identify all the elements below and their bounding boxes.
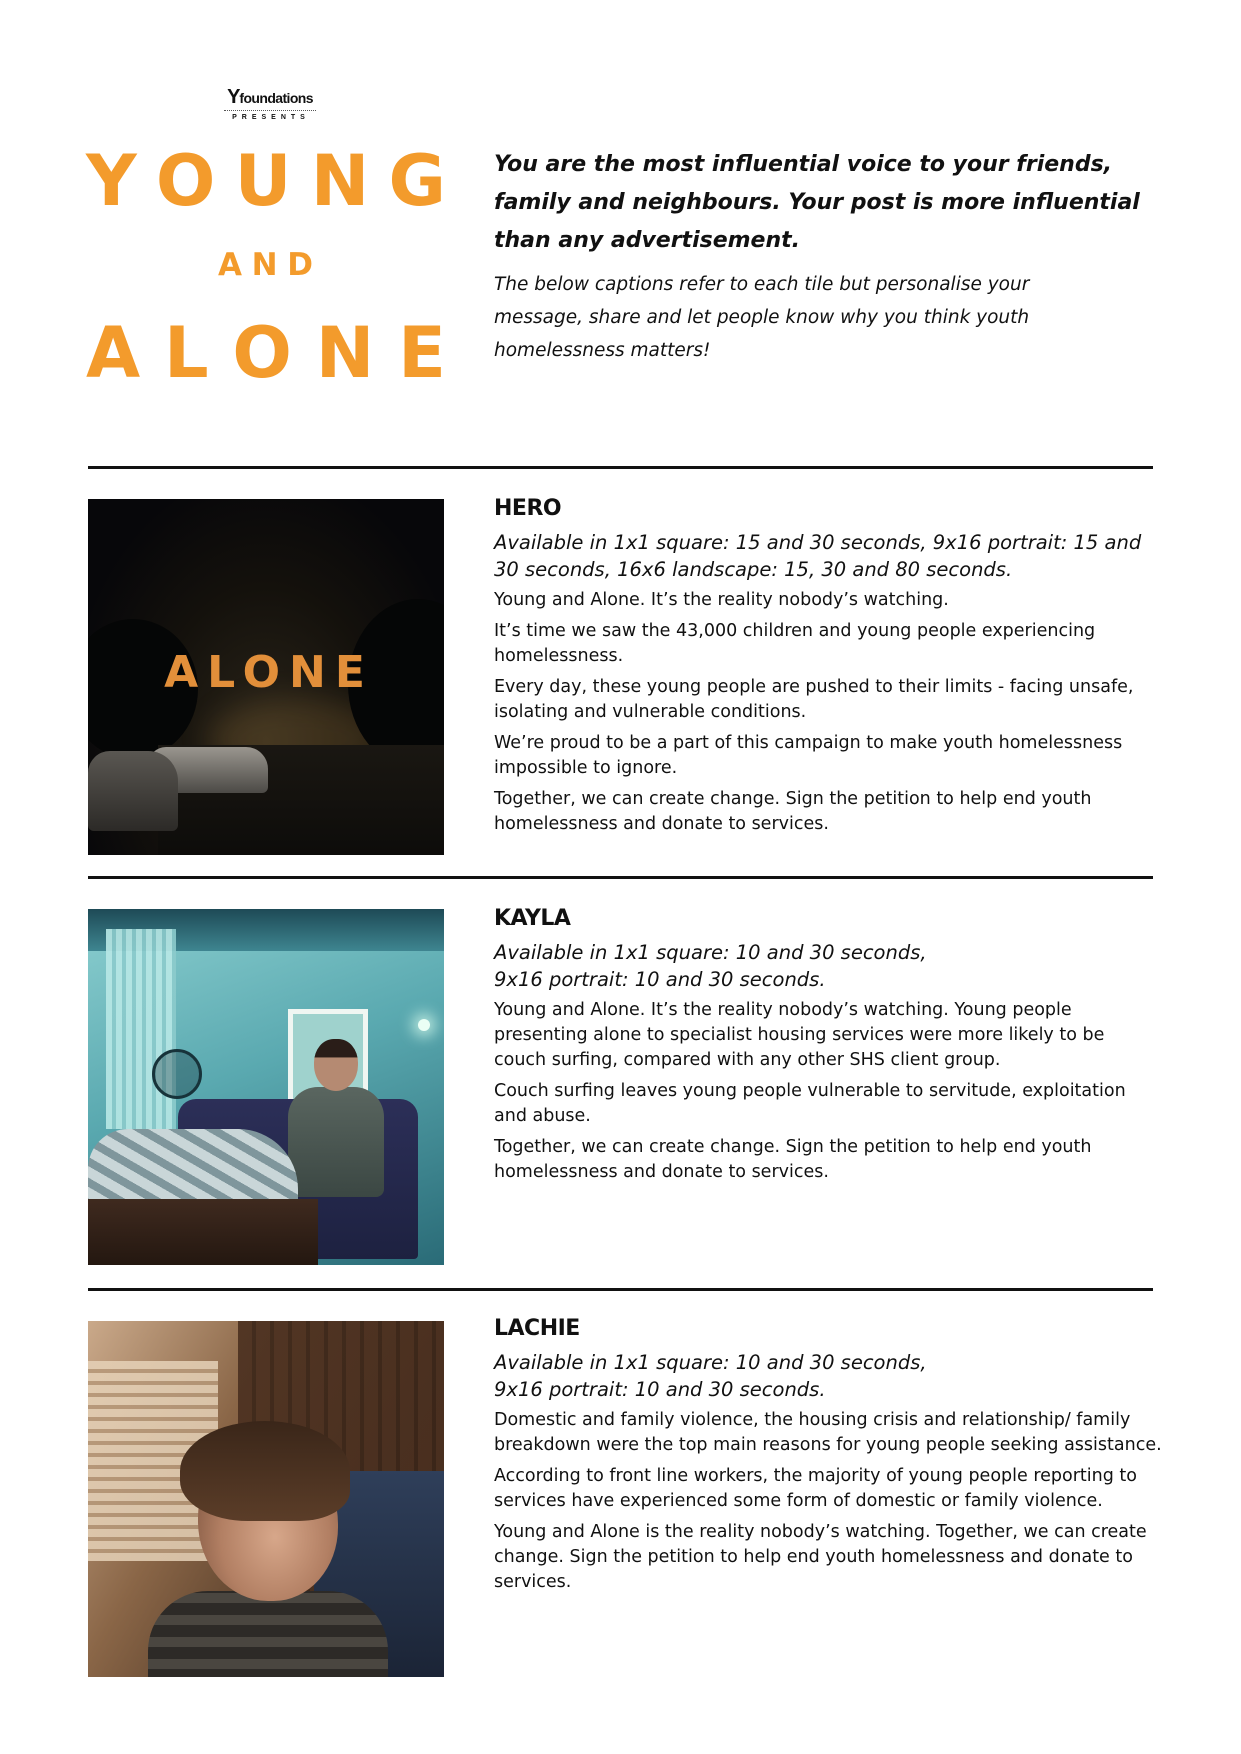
title-letter: N (310, 140, 370, 222)
caption-paragraph: Young and Alone is the reality nobody’s watching. Together, we can create change. Sign the petition to help end youth homelessness and donate to services. (494, 1522, 1147, 1592)
title-letter: A (218, 247, 242, 283)
caption-paragraph: Together, we can create change. Sign the petition to help end youth homelessness and donate to services. (494, 789, 1092, 834)
caption-paragraph: Young and Alone. It’s the reality nobody’s watching. (494, 590, 949, 610)
title-letter: L (164, 312, 209, 394)
window-blinds (106, 929, 176, 1129)
kayla-tile-image (88, 909, 444, 1265)
title-letter: Y (86, 140, 137, 222)
caption-paragraph: According to front line workers, the majority of young people reporting to services have experienced some form of domestic or family violence. (494, 1466, 1137, 1511)
title-letter: U (234, 140, 292, 222)
title-alone (86, 312, 446, 394)
caption-paragraph: Together, we can create change. Sign the petition to help end youth homelessness and donate to services. (494, 1137, 1092, 1182)
lachie-tile-image (88, 1321, 444, 1677)
tile-overlay-title: ALONE (164, 647, 374, 698)
person-head (314, 1039, 358, 1091)
wall-lamp (418, 1019, 430, 1031)
section-divider (88, 1288, 1153, 1291)
lachie-caption-block (494, 1316, 1162, 1601)
title-letter: E (398, 312, 446, 394)
person-shirt (148, 1591, 388, 1677)
logo-wordmark: Yfoundations (227, 86, 313, 108)
availability-text: Available in 1x1 square: 10 and 30 seconds, 9x16 portrait: 10 and 30 seconds. (494, 941, 927, 991)
yfoundations-logo (220, 86, 320, 113)
caption-paragraph: We’re proud to be a part of this campaign to make youth homelessness impossible to ignore. (494, 733, 1123, 778)
availability-text: Available in 1x1 square: 15 and 30 seconds, 9x16 portrait: 15 and 30 seconds, 16x6 landscape: 15, 30 and 80 seconds. (494, 531, 1142, 581)
section-heading: KAYLA (494, 906, 571, 931)
caption-paragraph: Every day, these young people are pushed to their limits - facing unsafe, isolating and vulnerable conditions. (494, 677, 1134, 722)
section-divider (88, 876, 1153, 879)
intro-lead-text: You are the most influential voice to your friends, family and neighbours. Your post is more influential than any advertisement. (494, 152, 1140, 253)
title-letter: O (232, 312, 292, 394)
logo-underline (224, 110, 316, 113)
title-and (218, 247, 313, 283)
presents-label: PRESENTS (232, 114, 310, 121)
caption-paragraph: It’s time we saw the 43,000 children and young people experiencing homelessness. (494, 621, 1096, 666)
parked-car (88, 751, 178, 831)
availability-text: Available in 1x1 square: 10 and 30 seconds, 9x16 portrait: 10 and 30 seconds. (494, 1351, 927, 1401)
hero-tile-image (88, 499, 444, 855)
logo-letter-y: Y (227, 86, 240, 108)
title-letter: N (315, 312, 375, 394)
caption-paragraph: Young and Alone. It’s the reality nobody’s watching. Young people presenting alone to specialist housing services were more likely to be couch surfing, compared with any other SHS client group. (494, 1000, 1105, 1070)
title-letter: D (287, 247, 313, 283)
caption-paragraph: Couch surfing leaves young people vulnerable to servitude, exploitation and abuse. (494, 1081, 1126, 1126)
title-letter: N (251, 247, 278, 283)
desk-fan (152, 1049, 202, 1099)
title-letter: G (388, 140, 446, 222)
caption-paragraph: Domestic and family violence, the housing crisis and relationship/ family breakdown were the top main reasons for young people seeking assistance. (494, 1410, 1162, 1455)
person-body (288, 1087, 384, 1197)
title-letter: O (155, 140, 216, 222)
section-divider (88, 466, 1153, 469)
title-young (86, 140, 446, 222)
section-heading: HERO (494, 496, 562, 521)
title-letter: A (86, 312, 141, 394)
section-heading: LACHIE (494, 1316, 580, 1341)
intro-note-text: The below captions refer to each tile but personalise your message, share and let people know why you think youth homelessness matters! (494, 274, 1030, 361)
hero-caption-block (494, 496, 1162, 843)
coffee-table (88, 1199, 318, 1265)
kayla-caption-block (494, 906, 1162, 1191)
person-hair (180, 1421, 350, 1521)
